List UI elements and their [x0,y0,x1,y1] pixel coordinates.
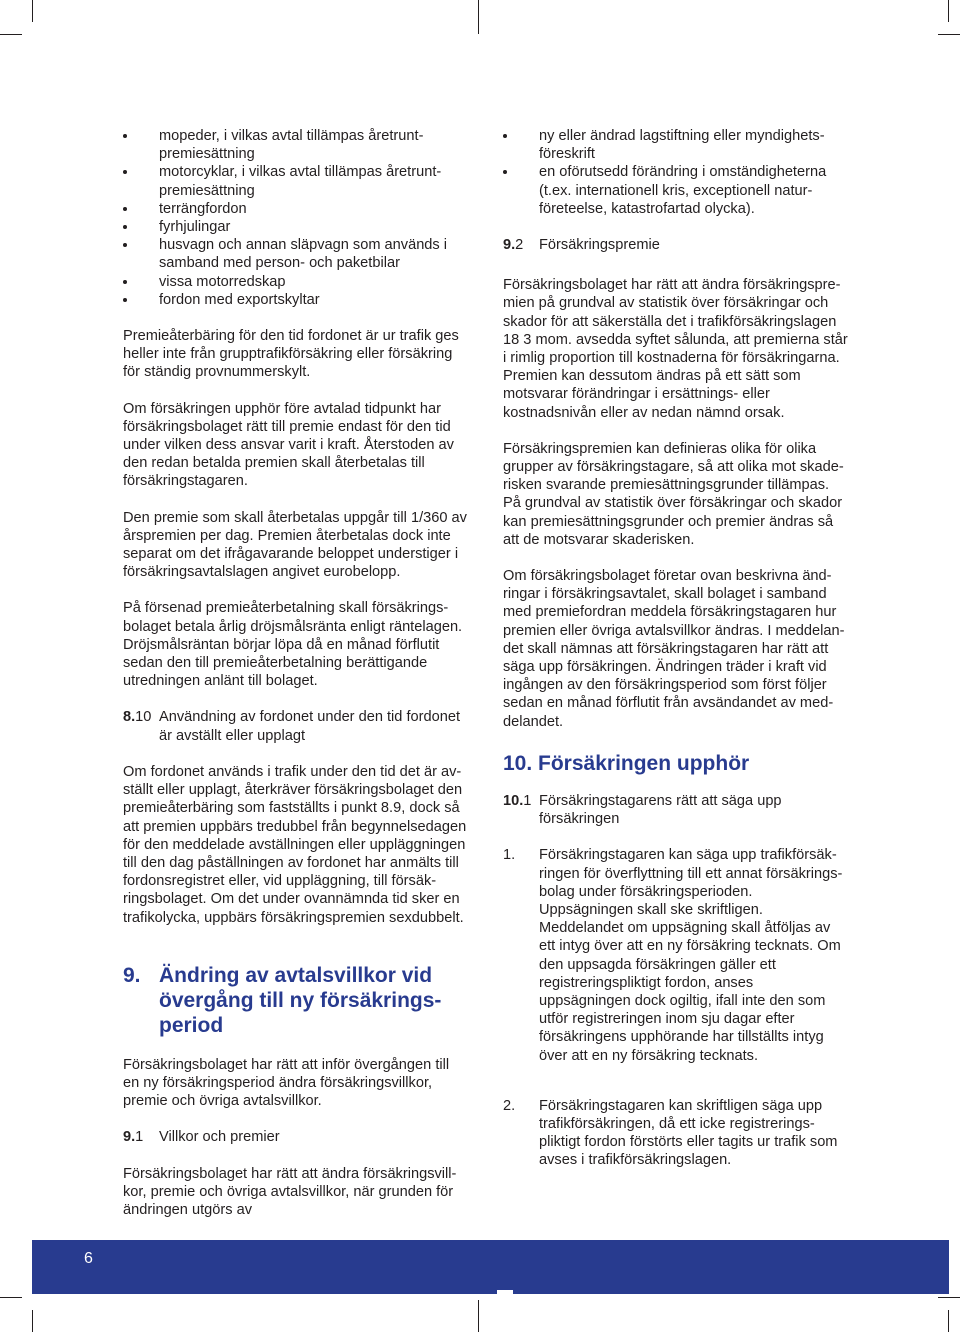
paragraph: Premieåterbäring för den tid fordonet är ur trafik ges heller inte från grupptrafikförsäkring eller försäkring för ständig provnummerskylt. [123,328,459,381]
right-column [503,127,848,1202]
subsection-heading-8-10 [123,708,468,744]
section-heading-9 [123,963,468,1038]
paragraph: Försäkringsbolaget har rätt att ändra försäkringsvillkor, premie och övriga avtalsvillkor, när grunden för ändringen utgörs av [123,1165,457,1218]
list-item [503,846,848,1064]
paragraph: På försenad premieåterbetalning skall försäkringsbolaget betala årlig dröjsmålsränta enligt räntelagen. Dröjsmålsräntan börjar löpa då en månad förflutit sedan den till premieåterbetalning berättigande utredningen anlänt till bolaget. [123,600,463,690]
paragraph: Om försäkringsbolaget företar ovan beskrivna ändringar i försäkringsavtalet, skall bolaget i samband med premiefordran meddela försäkringstagaren hur premien eller övriga avtalsvillkor ändras. I meddelandet skall nämnas att försäkringstagaren har rätt att säga upp försäkringen. Ändringen träder i kraft vid ingången av den försäkringsperiod som först följer sedan en månad förflutit från avsändandet av meddelandet. [503,568,845,730]
crop-mark [32,0,33,22]
center-notch [497,1290,513,1298]
list-item: vissa motorredskap [123,273,468,291]
paragraph: Den premie som skall återbetalas uppgår till 1/360 av årspremien per dag. Premien återbetalas dock inte separat om det ifrågavarande beloppet understiger i försäkringsavtalslagen angivet eurobelopp. [123,509,467,581]
section-title: Försäkringstagarens rätt att säga upp försäkringen [539,792,782,828]
crop-mark [0,34,22,35]
crop-mark [0,1297,22,1298]
section-number: 10.1 [503,792,532,809]
item-text: Försäkringstagaren kan säga upp trafikförsäkringen för överflyttning till ett annat försäkringsbolag under försäkringsperioden. Uppsägningen skall ske skriftligen. Meddelandet om uppsägning skall åtföljas av ett intyg över att en ny försäkring tecknats. Om den uppsagda försäkringen gäller ett registreringspliktigt fordon, anses uppsägningen dock ogiltig, ifall inte den som utför registreringen inom sju dagar efter försäkringens upphörande har tillställts intyg över att en ny försäkring tecknats. [539,847,843,1064]
cause-list [503,127,848,218]
crop-mark [948,1310,949,1332]
crop-mark [32,1310,33,1332]
center-mark [478,0,479,34]
list-item: fyrhjulingar [123,218,468,236]
section-title: Försäkringspremie [539,237,660,254]
list-item: terrängfordon [123,200,468,218]
list-item: husvagn och annan släpvagn som används i samband med person- och paketbilar [123,236,468,272]
item-number: 1. [503,847,516,864]
list-item: ny eller ändrad lagstiftning eller myndighetsföreskrift [503,127,848,163]
footer-bar [32,1240,949,1294]
section-number: 9. [123,963,141,987]
list-item: en oförutsedd förändring i omständigheterna (t.ex. internationell kris, exceptionell naturföreteelse, katastrofartad olycka). [503,163,848,218]
left-column [123,127,468,1237]
subsection-heading-9-1 [123,1128,468,1146]
subsection-heading-9-2 [503,236,848,254]
paragraph: Om fordonet används i trafik under den tid det är avställt eller upplagt, återkräver försäkringsbolaget den premieåterbäring som fastställts i punkt 8.9, dock så att premien uppbärs tredubbel från begynnelsedagen för den meddelade avställningen eller uppläggningen till den dag påställningen av fordonet har anmälts till fordonsregistret eller, vid uppläggning, till försäkringsbolaget. Om det under ovannämnda tid sker en trafikolycka, uppbärs försäkringspremien sexdubbelt. [123,763,467,926]
item-text: Försäkringstagaren kan skriftligen säga upp trafikförsäkringen, då ett icke registreringspliktigt fordon förstörts eller tagits ur trafik som avses i trafikförsäkringslagen. [539,1097,838,1169]
crop-mark [938,1297,960,1298]
section-title: Villkor och premier [159,1129,280,1146]
section-number: 8.10 [123,709,152,726]
crop-mark [948,0,949,22]
section-heading-10: 10. Försäkringen upphör [503,751,750,775]
list-item: fordon med exportskyltar [123,291,468,309]
paragraph: Försäkringspremien kan definieras olika för olika grupper av försäkringstagare, så att olika mot skaderisken svarande premiesättningsgrunder tillämpas. På grundval av statistik över försäkringar och skador kan premiesättningsgrunder och premier ändras så att de motsvarar skaderisken. [503,440,844,548]
section-title: Användning av fordonet under den tid fordonet är avställt eller upplagt [159,709,461,744]
list-item: mopeder, i vilkas avtal tillämpas åretruntpremiesättning [123,127,468,163]
paragraph: Försäkringsbolaget har rätt att inför övergången till en ny försäkringsperiod ändra försäkringsvillkor, premie och övriga avtalsvillkor. [123,1056,450,1110]
section-number: 9.2 [503,237,524,254]
section-title: Ändring av avtalsvillkor vid övergång till ny försäkringsperiod [159,963,442,1037]
paragraph: Om försäkringen upphör före avtalad tidpunkt har försäkringsbolaget rätt till premie endast för den tid under vilken dess ansvar varit i kraft. Återstoden av den redan betalda premien skall återbetalas till försäkringstagaren. [123,400,454,490]
subsection-heading-10-1 [503,792,848,828]
list-item [503,1097,848,1170]
crop-mark [938,34,960,35]
item-number: 2. [503,1097,516,1114]
numbered-list [503,846,848,1169]
page-number: 6 [84,1250,93,1267]
vehicle-type-list [123,127,468,309]
section-number: 9.1 [123,1129,144,1146]
center-mark [478,1300,479,1332]
list-item: motorcyklar, i vilkas avtal tillämpas åretruntpremiesättning [123,163,468,199]
paragraph: Försäkringsbolaget har rätt att ändra försäkringspremien på grundval av statistik över försäkringar och skador för att säkerställa det i trafikförsäkringslagen 18 3 mom. avsedda syftet sålunda, att premierna står i rimlig proportion till kostnaderna för försäkringarna. Premien kan dessutom ändras på ett sätt som motsvarar förändringar i ersättnings- eller kostnadsnivån eller av nedan nämnd orsak. [503,277,848,421]
